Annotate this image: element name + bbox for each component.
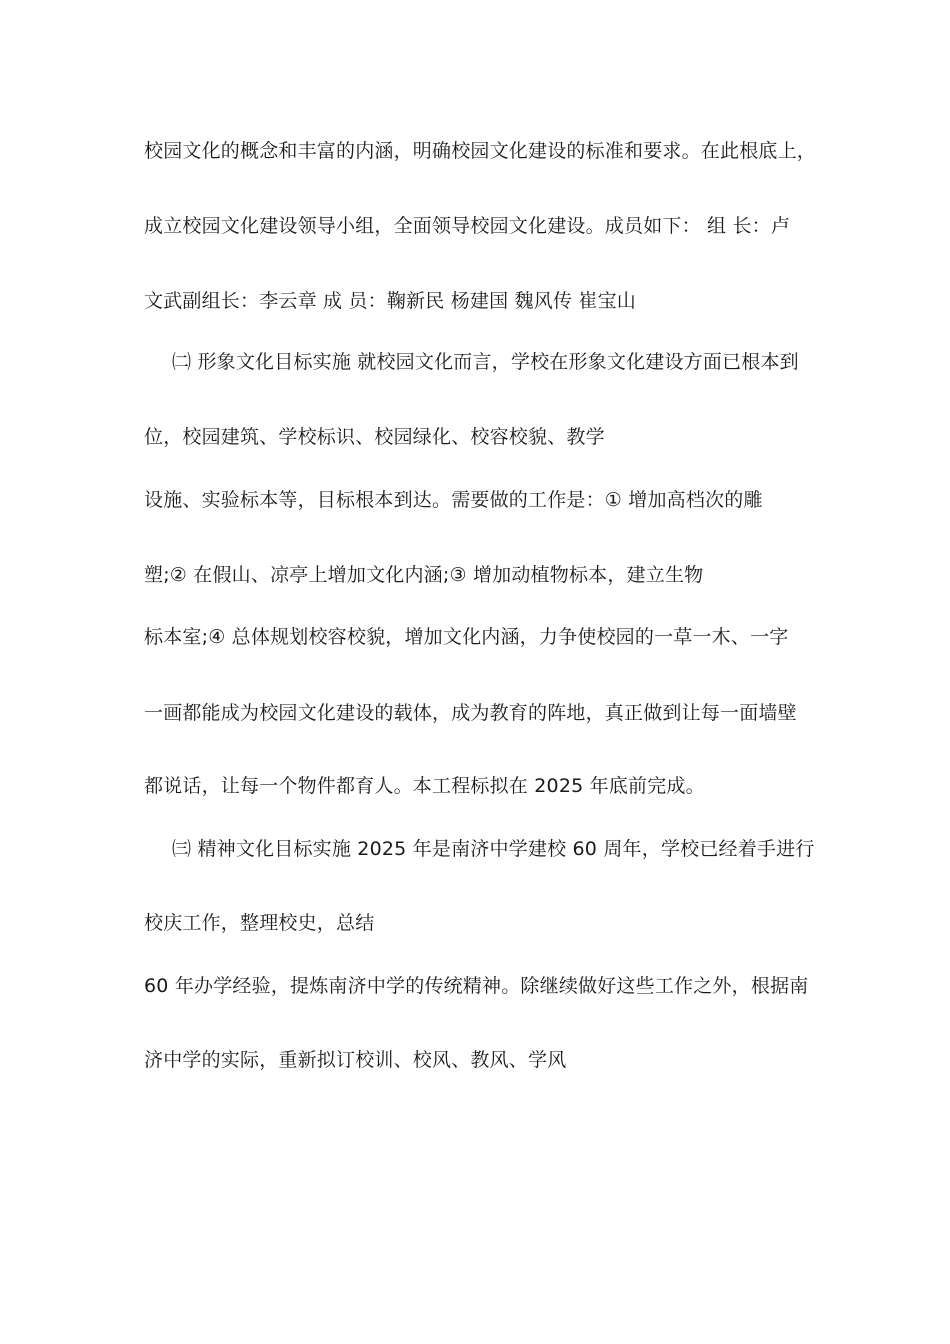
text-line: 校园文化的概念和丰富的内涵，明确校园文化建设的标准和要求。在此根底上， xyxy=(144,140,817,162)
text-line: 都说话，让每一个物件都育人。本工程标拟在 2025 年底前完成。 xyxy=(144,775,705,797)
section-heading-line: ㈢ 精神文化目标实施 2025 年是南济中学建校 60 周年，学校已经着手进行 xyxy=(172,838,815,860)
text-line: 文武副组长：李云章 成 员：鞠新民 杨建国 魏风传 崔宝山 xyxy=(144,290,636,312)
section-heading-line: ㈡ 形象文化目标实施 就校园文化而言，学校在形象文化建设方面已根本到 xyxy=(172,351,799,373)
text-line: 塑;② 在假山、凉亭上增加文化内涵;③ 增加动植物标本，建立生物 xyxy=(144,564,704,586)
text-line: 济中学的实际，重新拟订校训、校风、教风、学风 xyxy=(144,1049,567,1071)
text-line: 设施、实验标本等，目标根本到达。需要做的工作是：① 增加高档次的雕 xyxy=(144,489,763,511)
text-line: 一画都能成为校园文化建设的载体，成为教育的阵地，真正做到让每一面墙壁 xyxy=(144,702,797,724)
text-line: 标本室;④ 总体规划校容校貌，增加文化内涵，力争使校园的一草一木、一字 xyxy=(144,626,789,648)
text-line: 校庆工作，整理校史，总结 xyxy=(144,912,375,934)
text-line: 成立校园文化建设领导小组，全面领导校园文化建设。成员如下： 组 长：卢 xyxy=(144,215,791,237)
text-line: 60 年办学经验，提炼南济中学的传统精神。除继续做好这些工作之外，根据南 xyxy=(144,975,809,997)
text-line: 位，校园建筑、学校标识、校园绿化、校容校貌、教学 xyxy=(144,426,605,448)
